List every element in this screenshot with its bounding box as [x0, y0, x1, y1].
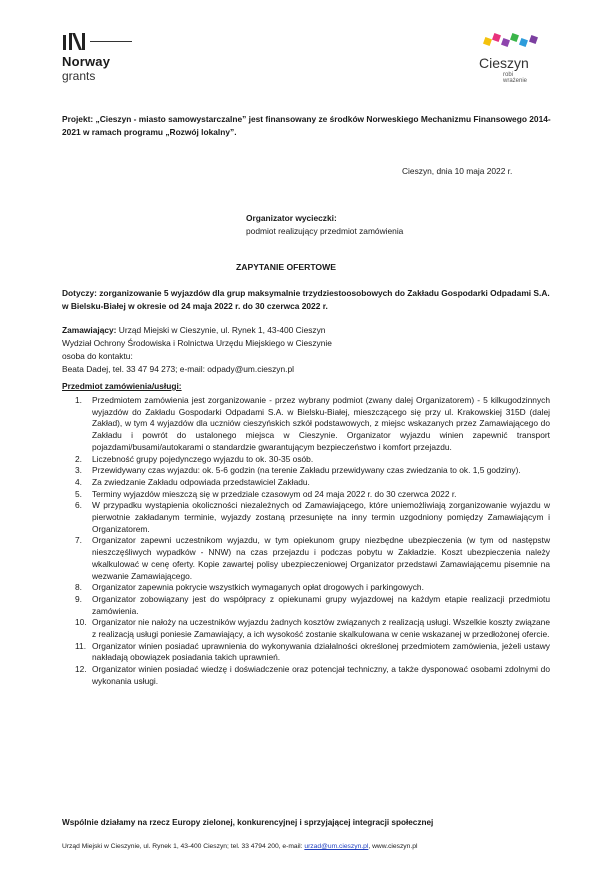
contact-suffix: , www.cieszyn.pl [368, 843, 418, 850]
list-item [62, 664, 550, 687]
item-number: 12. [75, 664, 87, 675]
scope-list [62, 395, 550, 688]
contracting-label: Zamawiający: [62, 325, 117, 335]
item-text: Organizator winien posiadać uprawnienia do wykonywania działalności określonej przedmiotem zamówienia, jeżeli ustawy nakładają obowiązek posiadania takich uprawnień. [92, 640, 550, 663]
item-number: 7. [75, 535, 82, 546]
list-item [62, 465, 550, 477]
contracting-authority [62, 324, 542, 376]
list-item [62, 477, 550, 489]
organizer-label: Organizator wycieczki: [246, 213, 337, 223]
item-number: 3. [75, 465, 82, 476]
item-text: Organizator zapewnia pokrycie wszystkich wymaganych opłat drogowych i parkingowych. [92, 582, 424, 593]
item-number: 11. [75, 640, 87, 651]
list-item [62, 582, 550, 594]
item-text: Liczebność grupy pojedynczego wyjazdu to ok. 30-35 osób. [92, 453, 314, 464]
logo-dot [492, 33, 501, 42]
subject-line: Dotyczy: zorganizowanie 5 wyjazdów dla grup maksymalnie trzydziestoosobowych do Zakładu Gospodarki Odpadami S.A. w Bielsku-Białej w okresie od 24 maja 2022 r. do 30 czerwca 2022 r. [62, 288, 550, 311]
logo-grants-text: grants [62, 69, 96, 83]
item-number: 5. [75, 488, 82, 499]
logo-dot [483, 37, 492, 46]
item-number: 2. [75, 453, 82, 464]
item-number: 6. [75, 500, 82, 511]
item-text: Przedmiotem zamówienia jest zorganizowanie - przez wybrany podmiot (zwany dalej Organizatorem) - 5 kilkugodzinnych wyjazdów do Zakładu Gospodarki Odpadami S.A. w Bielsku-Białej, mieszczącego się przy ul. Krakowskiej 315D (dalej Zakład), w tym 4 wyjazdów dla uczniów cieszyńskich szkół podstawowych, z miejsc wskazanych przez Zamawiającego do Zakładu i powrót do ustalonego miejsca w Cieszynie. Organizator wyjazdu winien zapewnić transport pojazdami/busami/autokarami o standardzie gwarantującym bezpieczeństwo i komfort przejazdu. [92, 395, 550, 452]
organizer-block [246, 212, 403, 238]
list-item [62, 641, 550, 664]
list-item [62, 454, 550, 466]
item-number: 9. [75, 593, 82, 604]
item-text: Przewidywany czas wyjazdu: ok. 5-6 godzin (na terenie Zakładu przewidywany czas zwiedzania to ok. 1,5 godziny). [92, 465, 521, 476]
item-text: Organizator winien posiadać wiedzę i doświadczenie oraz potencjał techniczny, a także dysponować osobami zdolnymi do wykonania usługi. [92, 664, 550, 686]
document-title: ZAPYTANIE OFERTOWE [236, 262, 336, 272]
organizer-value: podmiot realizujący przedmiot zamówienia [246, 226, 404, 236]
list-item [62, 500, 550, 535]
list-item [62, 535, 550, 582]
item-text: Za zwiedzanie Zakładu odpowiada przedstawiciel Zakładu. [92, 476, 310, 487]
document-date: Cieszyn, dnia 10 maja 2022 r. [402, 166, 513, 176]
item-text: Organizator nie nałoży na uczestników wyjazdu żadnych kosztów związanych z realizacją usługi. Wszelkie koszty związane z realizacją usługi poniesie Zamawiający, a ich wysokość zostanie skalkulowana w cenie wskazanej w przedłożonej ofercie. [92, 617, 550, 640]
logo-dot [501, 38, 510, 47]
cieszyn-logo-name: Cieszyn [479, 55, 529, 71]
cieszyn-logo-tagline: robi wrażenie [503, 72, 528, 84]
footer-slogan: Wspólnie działamy na rzecz Europy zielonej, konkurencyjnej i sprzyjającej integracji społecznej [62, 818, 434, 827]
contracting-line4: Beata Dadej, tel. 33 47 94 273; e-mail: odpady@um.cieszyn.pl [62, 364, 294, 374]
item-text: W przypadku wystąpienia okoliczności niezależnych od Zamawiającego, które uniemożliwiają zorganizowanie wyjazdu w pierwotnie zakładanym terminie, wyjazdy zostaną przesunięte na inny termin uzgodniony pomiędzy Zamawiającym i Organizatorem. [92, 500, 550, 534]
contracting-line1: Urząd Miejski w Cieszynie, ul. Rynek 1, 43-400 Cieszyn [118, 325, 326, 335]
item-text: Organizator zapewni uczestnikom wyjazdu, w tym opiekunom grupy niezbędne ubezpieczenia (w tym od następstw nieszczęśliwych wypadków - NNW) na czas przejazdu i podczas pobytu w Zakładzie. Koszt ubezpieczenia należy wkalkulować w cenę oferty. Kopie zawartej polisy ubezpieczeniowej Organizator przedstawi Zamawiającemu pisemnie na wezwanie Zamawiającego. [92, 535, 550, 581]
norway-grants-mark-icon [62, 32, 90, 52]
list-item [62, 594, 550, 617]
contact-email-link[interactable]: urzad@um.cieszyn.pl [304, 843, 369, 850]
project-text: „Cieszyn - miasto samowystarczalne” jest finansowany ze środków Norweskiego Mechanizmu Finansowego 2014-2021 w ramach programu „Rozwój lokalny”. [62, 114, 551, 137]
contact-prefix: Urząd Miejski w Cieszynie, ul. Rynek 1, 43-400 Cieszyn; tel. 33 4794 200, e-mail: [62, 843, 305, 850]
contracting-line2: Wydział Ochrony Środowiska i Rolnictwa Urzędu Miejskiego w Cieszynie [62, 338, 332, 348]
item-text: Terminy wyjazdów mieszczą się w przedziale czasowym od 24 maja 2022 r. do 30 czerwca 2022 r. [92, 488, 457, 499]
logo-dot [529, 35, 538, 44]
logo-dot [510, 33, 519, 42]
item-number: 4. [75, 476, 82, 487]
footer-contact [62, 843, 417, 850]
contracting-line3: osoba do kontaktu: [62, 351, 133, 361]
item-text: Organizator zobowiązany jest do współpracy z opiekunami grupy wyjazdowej na każdym etapie realizacji przedmiotu zamówienia. [92, 593, 550, 616]
item-number: 8. [75, 582, 82, 593]
logo-dot [519, 38, 528, 47]
project-statement [62, 113, 562, 139]
list-item [62, 489, 550, 501]
logo-rule [90, 41, 132, 42]
item-number: 1. [75, 395, 82, 405]
scope-heading: Przedmiot zamówienia/usługi: [62, 381, 182, 391]
item-number: 10. [75, 617, 87, 628]
project-label: Projekt: [62, 114, 94, 124]
list-item [62, 617, 550, 640]
logo-norway-text: Norway [62, 54, 111, 69]
cieszyn-dots-icon [478, 30, 538, 54]
list-item [62, 395, 550, 454]
